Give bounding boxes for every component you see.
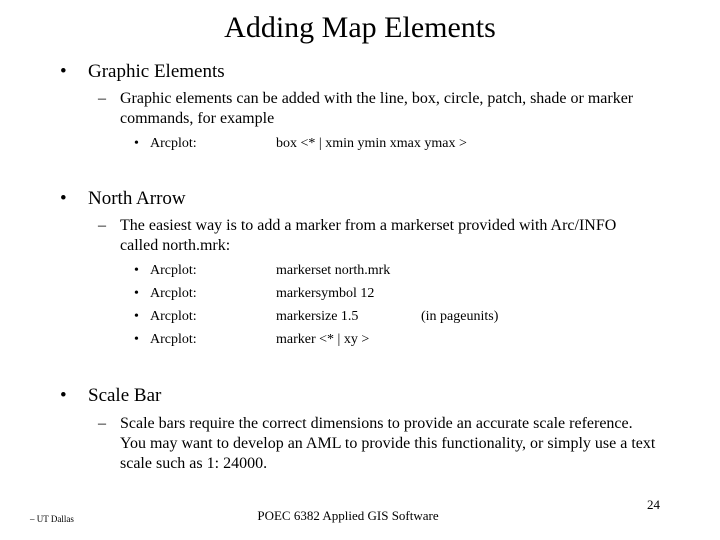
code-prompt: Arcplot: — [150, 286, 197, 301]
slide-title: Adding Map Elements — [224, 11, 496, 44]
sub-text-north-arrow: The easiest way is to add a marker from a markerset provided with Arc/INFO called north.mrk: — [120, 217, 617, 254]
code-command: markersymbol 12 — [276, 286, 375, 301]
bullet-icon: • — [134, 286, 139, 301]
heading-scale-bar: Scale Bar — [88, 385, 162, 406]
code-note: (in pageunits) — [421, 309, 499, 324]
sub-text-graphic-elements: Graphic elements can be added with the line, box, circle, patch, shade or marker commands, for example — [120, 90, 634, 127]
sub-scale-bar — [98, 414, 658, 474]
sub-text-scale-bar: Scale bars require the correct dimensions to provide an accurate scale reference. You may want to develop an AML to provide this functionality, or simply use a text scale such as 1: 24000. — [120, 415, 656, 472]
heading-north-arrow: North Arrow — [88, 188, 186, 209]
code-prompt: Arcplot: — [150, 309, 197, 324]
code-command: box <* | xmin ymin xmax ymax > — [276, 136, 467, 151]
bullet-icon: • — [60, 61, 67, 82]
bullet-icon: • — [134, 263, 139, 278]
dash-icon: – — [98, 415, 106, 432]
dash-icon: – — [98, 90, 106, 107]
sub-graphic-elements — [98, 89, 658, 129]
code-command: markerset north.mrk — [276, 263, 391, 278]
code-prompt: Arcplot: — [150, 263, 197, 278]
footer-course: POEC 6382 Applied GIS Software — [257, 508, 439, 523]
footer-affiliation: – UT Dallas — [30, 514, 74, 524]
bullet-icon: • — [134, 136, 139, 151]
bullet-icon: • — [60, 385, 67, 406]
heading-graphic-elements: Graphic Elements — [88, 61, 225, 82]
bullet-scale-bar — [60, 384, 161, 407]
bullet-icon: • — [134, 309, 139, 324]
sub-north-arrow — [98, 216, 658, 256]
bullet-north-arrow — [60, 187, 186, 210]
code-prompt: Arcplot: — [150, 136, 197, 151]
bullet-icon: • — [134, 332, 139, 347]
dash-icon: – — [98, 217, 106, 234]
page-number: 24 — [647, 497, 660, 512]
code-prompt: Arcplot: — [150, 332, 197, 347]
bullet-graphic-elements — [60, 60, 225, 83]
code-command: marker <* | xy > — [276, 332, 370, 347]
code-command: markersize 1.5 — [276, 309, 359, 324]
bullet-icon: • — [60, 188, 67, 209]
